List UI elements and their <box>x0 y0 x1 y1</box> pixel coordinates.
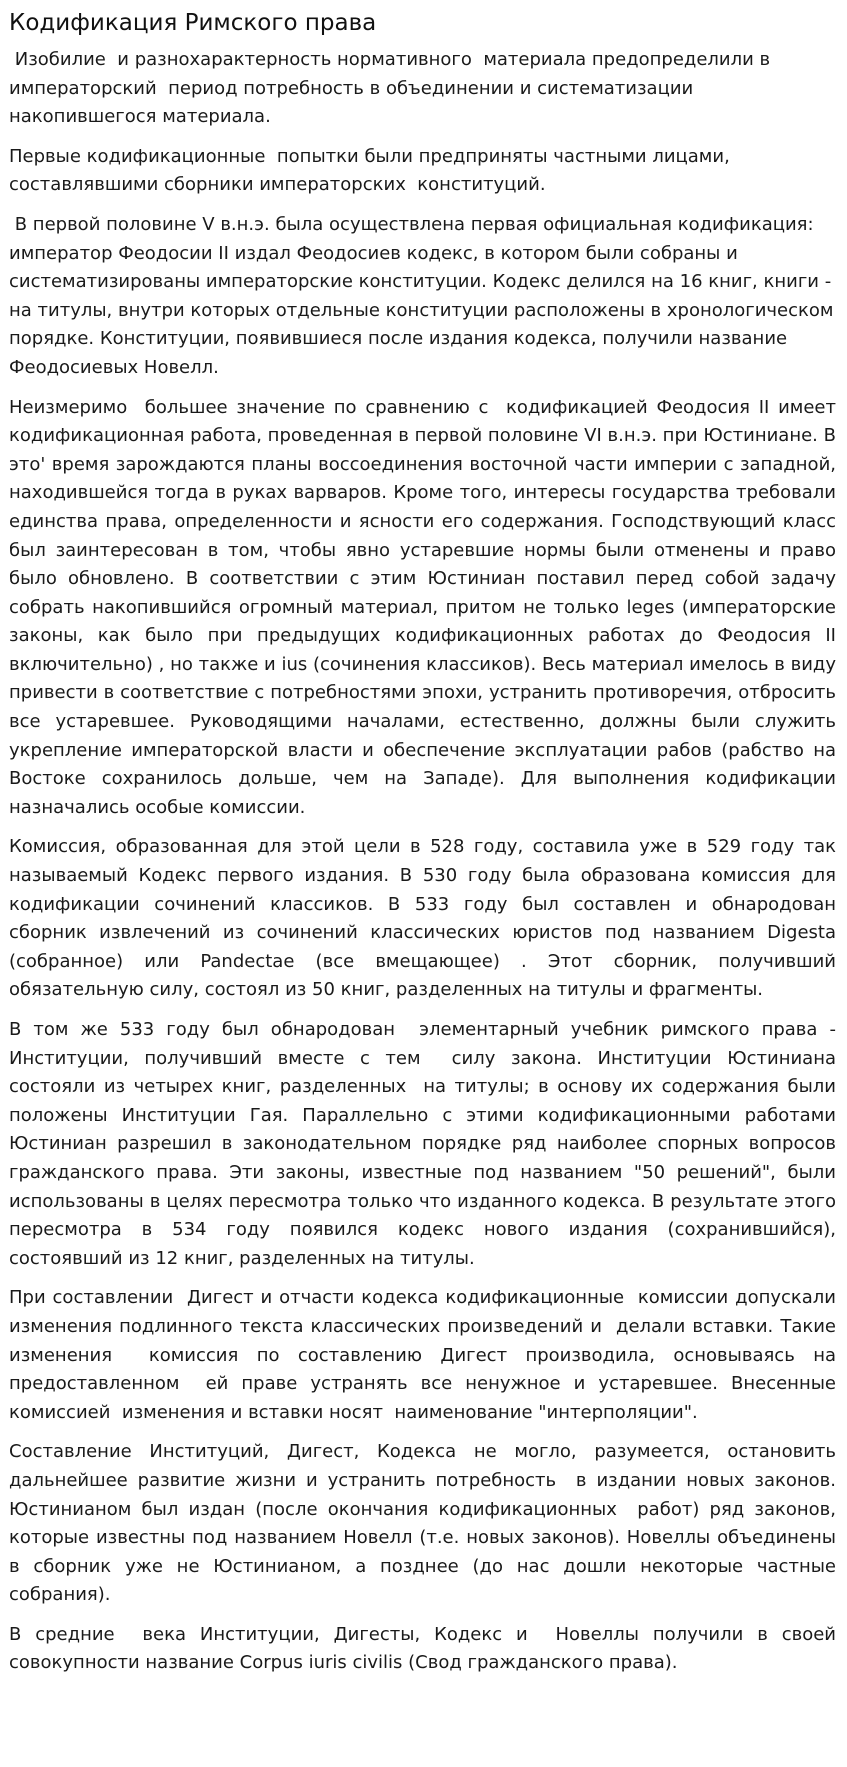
paragraph-1: Изобилие и разнохарактерность нормативного материала предопределили в императорский период потребность в объединении и систематизации накопившегося материала. <box>9 49 776 128</box>
paragraph-3: В первой половине V в.н.э. была осуществлена первая официальная кодификация: император Феодосии II издал Феодосиев кодекс, в котором были собраны и систематизированы императорские конституции. Кодекс делился на 16 книг, книги - на титулы, внутри которых отдельные конституции расположены в хронологическом порядке. Конституции, появившиеся после издания кодекса, получили название Феодосиевых Новелл. <box>9 213 840 378</box>
paragraph-6: В том же 533 году был обнародован элементарный учебник римского права - Институции, получивший вместе с тем силу закона. Институции Юстиниана состояли из четырех книг, разделенных на титулы; в основу их содержания были положены Институции Гая. Параллельно с этими кодификационными работами Юстиниан разрешил в законодательном порядке ряд наиболее спорных вопросов гражданского права. Эти законы, известные под названием "50 решений", были использованы в целях пересмотра только что изданного кодекса. В результате этого пересмотра в 534 году появился кодекс нового издания (сохранившийся), состоявший из 12 книг, разделенных на титулы. <box>9 1019 847 1269</box>
paragraph-7: При составлении Дигест и отчасти кодекса кодификационные комиссии допускали изменения подлинного текста классических произведений и делали вставки. Такие изменения комиссия по составлению Дигест производила, основываясь на предоставленном ей праве устранять все ненужное и устаревшее. Внесенные комиссией изменения и вставки носят наименование "интерполяции". <box>9 1287 842 1423</box>
paragraph-5: Комиссия, образованная для этой цели в 528 году, составила уже в 529 году так называемый Кодекс первого издания. В 530 году была образована комиссия для кодификации сочинений классиков. В 533 году был составлен и обнародован сборник извлечений из сочинений классических юристов под названием Digesta (собранное) или Pandectae (все вмещающее) . Этот сборник, получивший обязательную силу, состоял из 50 книг, разделенных на титулы и фрагменты. <box>9 836 842 1001</box>
document-title: Кодификация Римского права <box>9 10 377 36</box>
paragraph-4: Неизмеримо большее значение по сравнению с кодификацией Феодосия II имеет кодификационная работа, проведенная в первой половине VI в.н.э. при Юстиниане. В это' время зарождаются планы воссоединения восточной части империи с западной, находившейся тогда в руках варваров. Кроме того, интересы государства требовали единства права, определенности и ясности его содержания. Господствующий класс был заинтересован в том, чтобы явно устаревшие нормы были отменены и право было обновлено. В соответствии с этим Юстиниан поставил перед собой задачу собрать накопившийся огромный материал, притом не только leges (императорские законы, как было при предыдущих кодификационных работах до Феодосия II включительно) , но также и ius (сочинения классиков). Весь материал имелось в виду привести в соответствие с потребностями эпохи, устранить противоречия, отбросить все устаревшее. Руководящими началами, естественно, должны были служить укрепление императорской власти и обеспечение эксплуатации рабов (рабство на Востоке сохранилось дольше, чем на Западе). Для выполнения кодификации назначались особые комиссии. <box>9 396 842 818</box>
paragraph-8: Составление Институций, Дигест, Кодекса не могло, разумеется, остановить дальнейшее развитие жизни и устранить потребность в издании новых законов. Юстинианом был издан (после окончания кодификационных работ) ряд законов, которые известны под названием Новелл (т.е. новых законов). Новеллы объединены в сборник уже не Юстинианом, а позднее (до нас дошли некоторые частные собрания). <box>9 1441 842 1606</box>
paragraph-9: В средние века Институции, Дигесты, Кодекс и Новеллы получили в своей совокупности название Corpus iuris civilis (Свод гражданского права). <box>9 1623 842 1674</box>
paragraph-2: Первые кодификационные попытки были предприняты частными лицами, составлявшими сборники императорских конституций. <box>9 145 736 196</box>
